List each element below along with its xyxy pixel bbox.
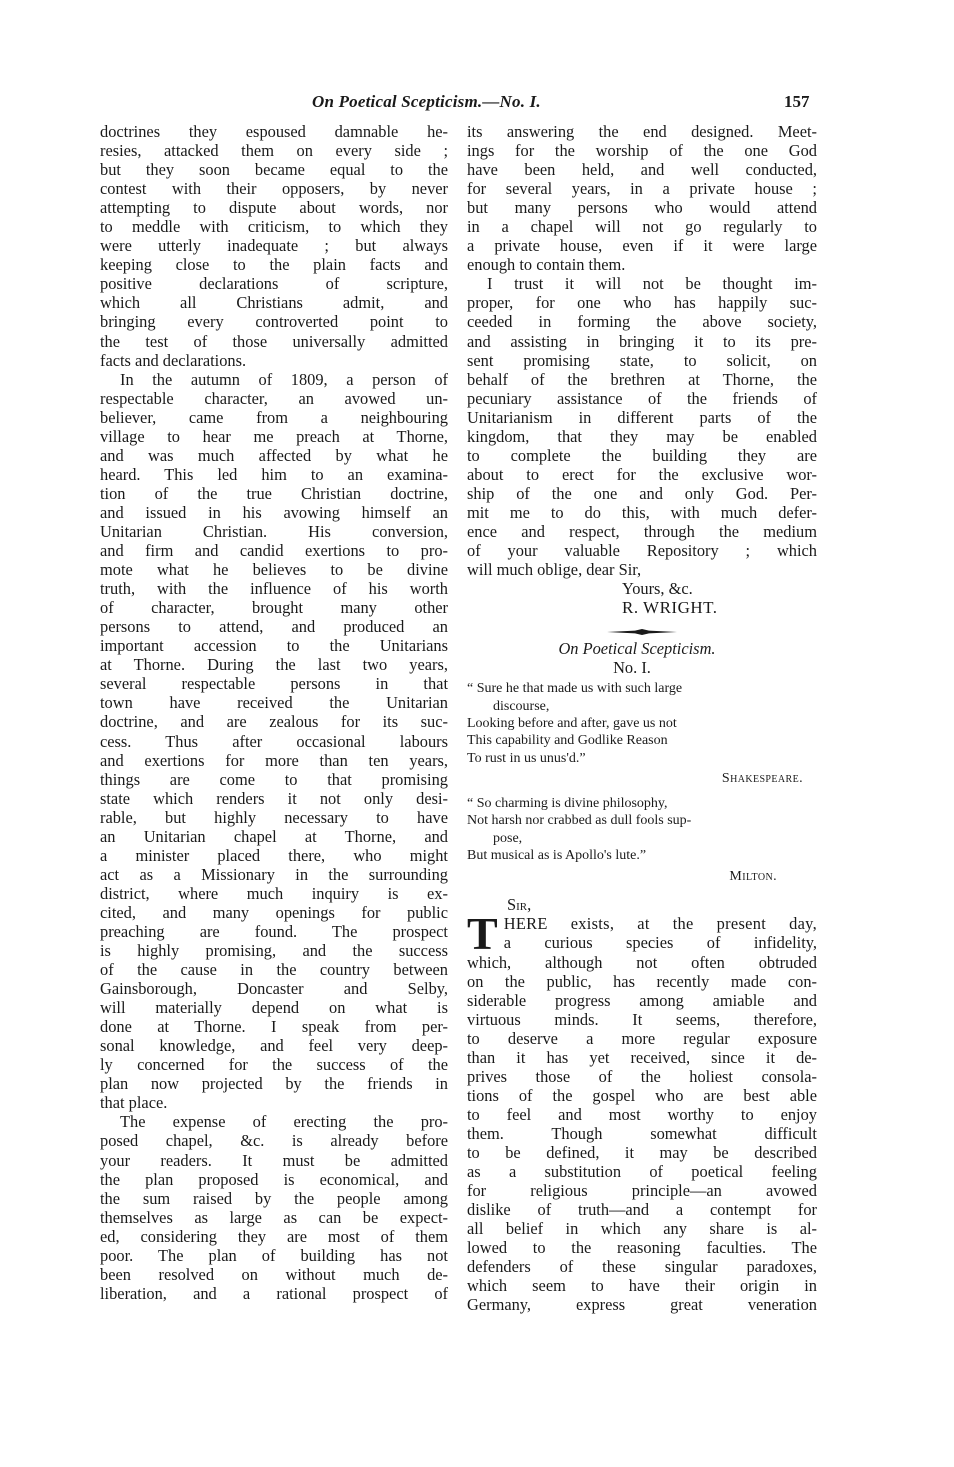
text-line: and assisting in bringing it to its pre-	[467, 331, 817, 351]
epigraph-line: To rust in us unus'd.”	[467, 750, 586, 766]
text-line: I trust it will not be thought im-	[487, 274, 817, 294]
text-line: to meddle with criticism, to which they	[100, 217, 448, 237]
text-line: ship of the one and only God. Per-	[467, 483, 817, 503]
text-line: rable, but highly necessary to have	[100, 807, 448, 827]
text-line: defenders of these singular paradoxes,	[467, 1257, 817, 1277]
text-line: the test of those universally admitted	[100, 331, 448, 351]
text-line: which seem to have their origin in	[467, 1276, 817, 1296]
epigraph-attribution-milton: Milton.	[729, 868, 777, 884]
text-line: ed, considering they are most of them	[100, 1226, 448, 1246]
text-line: Gainsborough, Doncaster and Selby,	[100, 979, 448, 999]
text-line: of the cause in the country between	[100, 960, 448, 980]
text-line: tion of the true Christian doctrine,	[100, 483, 448, 503]
text-line: contest with their opposers, by never	[100, 179, 448, 199]
text-line: dislike of truth—and a contempt for	[467, 1200, 817, 1220]
text-line: your readers. It must be admitted	[100, 1150, 448, 1170]
epigraph-milton	[467, 795, 817, 865]
text-line: liberation, and a rational prospect of	[100, 1283, 448, 1303]
text-line: done at Thorne. I speak from per-	[100, 1017, 448, 1037]
text-line: important accession to the Unitarians	[100, 636, 448, 656]
text-line: heard. This led him to an examina-	[100, 464, 448, 484]
text-line: preaching are found. The prospect	[100, 921, 448, 941]
text-line: a private house, even if it were large	[467, 236, 817, 256]
text-line: prives those of the holiest consola-	[467, 1066, 817, 1086]
epigraph-line: Looking before and after, gave us not	[467, 715, 677, 731]
text-line: bringing every controverted point to	[100, 312, 448, 332]
text-line: to complete the building they are	[467, 445, 817, 465]
page-number: 157	[784, 92, 810, 111]
text-line: that place.	[100, 1093, 168, 1113]
text-line: a minister placed there, who might	[100, 845, 448, 865]
text-line: Unitarianism in different parts of the	[467, 407, 817, 427]
text-line: behalf of the brethren at Thorne, the	[467, 369, 817, 389]
text-line: as a substitution of poetical feeling	[467, 1162, 817, 1182]
text-line: but many persons who would attend	[467, 198, 817, 218]
text-line: all belief in which any share is al-	[467, 1219, 817, 1239]
text-line: plan now projected by the friends in	[100, 1074, 448, 1094]
text-line: at Thorne. During the last two years,	[100, 655, 448, 675]
text-line: state which renders it not only desi-	[100, 788, 448, 808]
text-line: doctrines they espoused damnable he-	[100, 122, 448, 141]
text-line: ceeded in forming the above society,	[467, 312, 817, 332]
text-line: poor. The plan of building has not	[100, 1245, 448, 1265]
letter-closing: Yours, &c.	[622, 579, 693, 599]
text-line: its answering the end designed. Meet-	[467, 122, 817, 141]
text-line: posed chapel, &c. is already before	[100, 1131, 448, 1151]
text-line: village to hear me preach at Thorne,	[100, 426, 448, 446]
text-line: the plan proposed is economical, and	[100, 1169, 448, 1189]
text-line: resies, attacked them on every side ;	[100, 141, 448, 161]
text-line: mote what he believes to be divine	[100, 560, 448, 580]
text-line: than it has yet received, since it de-	[467, 1047, 817, 1067]
epigraph-line: Not harsh nor crabbed as dull fools sup-	[467, 813, 692, 829]
text-line: facts and declarations.	[100, 350, 247, 370]
text-line: things are come to that promising	[100, 769, 448, 789]
text-line: sonal knowledge, and feel very deep-	[100, 1036, 448, 1056]
text-line: Unitarian Christian. His conversion,	[100, 521, 448, 541]
text-line: pecuniary assistance of the friends of	[467, 388, 817, 408]
text-line: ence and respect, through the medium	[467, 521, 817, 541]
text-line: in a chapel will not go regularly to	[467, 217, 817, 237]
text-line: keeping close to the plain facts and	[100, 255, 448, 275]
text-line: act as a Missionary in the surrounding	[100, 864, 448, 884]
text-line: of character, brought many other	[100, 598, 448, 618]
letter-signature: R. WRIGHT.	[622, 598, 718, 618]
epigraph-line: But musical as is Apollo's lute.”	[467, 848, 647, 864]
text-line: for religious principle—an avowed	[467, 1181, 817, 1201]
text-line: sent promising state, to solicit, on	[467, 350, 817, 370]
text-line: several respectable persons in that	[100, 674, 448, 694]
text-line: on the public, has recently made con-	[467, 971, 817, 991]
article-body	[467, 907, 817, 1315]
text-line: which, although not often obtruded	[467, 952, 817, 972]
article-title: On Poetical Scepticism.	[558, 639, 716, 659]
text-line: a curious species of infidelity,	[503, 932, 817, 952]
text-line: respectable character, an avowed un-	[100, 388, 448, 408]
epigraph-line: discourse,	[493, 698, 550, 714]
text-line: Germany, express great veneration	[467, 1295, 817, 1315]
text-line: lowed to the reasoning faculties. The	[467, 1238, 817, 1258]
text-line: and issued in his avowing himself an	[100, 502, 448, 522]
text-line: been resolved on without much de-	[100, 1264, 448, 1284]
text-line: the sum raised by the people among	[100, 1188, 448, 1208]
text-line: virtuous minds. It seems, therefore,	[467, 1009, 817, 1029]
text-line: to feel and most worthy to enjoy	[467, 1105, 817, 1125]
epigraph-line: “ Sure he that made us with such large	[467, 681, 683, 697]
running-title: On Poetical Scepticism.—No. I.	[312, 92, 541, 111]
epigraph-shakespeare	[467, 680, 817, 767]
text-line: siderable progress among amiable and	[467, 990, 817, 1010]
epigraph-line: This capability and Godlike Reason	[467, 733, 668, 749]
text-line: enough to contain them.	[467, 255, 626, 275]
text-line: The expense of erecting the pro-	[120, 1112, 448, 1132]
text-line: truth, with the influence of his worth	[100, 579, 448, 599]
text-line: proper, for one who has happily suc-	[467, 293, 817, 313]
drop-cap: T	[467, 907, 498, 959]
text-line: them. Though somewhat difficult	[467, 1124, 817, 1144]
epigraph-line: “ So charming is divine philosophy,	[467, 796, 668, 812]
text-line: for several years, in a private house ;	[467, 179, 817, 199]
text-line: positive declarations of scripture,	[100, 274, 448, 294]
text-line: attempting to dispute about words, nor	[100, 198, 448, 218]
text-line: In the autumn of 1809, a person of	[120, 369, 448, 389]
text-line: cess. Thus after occasional labours	[100, 731, 448, 751]
text-line: an Unitarian chapel at Thorne, and	[100, 826, 448, 846]
text-line: HERE exists, at the present day,	[503, 913, 817, 933]
text-line: but they soon became equal to the	[100, 160, 448, 180]
epigraph-line: pose,	[493, 830, 523, 846]
letter-text	[467, 122, 817, 579]
text-line: of your valuable Repository ; which	[467, 541, 817, 561]
text-line: ings for the worship of the one God	[467, 141, 817, 161]
text-line: kingdom, that they may be enabled	[467, 426, 817, 446]
text-line: about to erect for the exclusive wor-	[467, 464, 817, 484]
epigraph-attribution-shakespeare: Shakespeare.	[721, 771, 803, 787]
salutation: Sir,	[507, 894, 532, 914]
text-line: which all Christians admit, and	[100, 293, 448, 313]
left-column	[100, 122, 448, 1303]
text-line: tions of the gospel who are best able	[467, 1085, 817, 1105]
text-line: to be defined, it may be described	[467, 1143, 817, 1163]
text-line: will materially depend on what is	[100, 998, 448, 1018]
text-line: mit me to do this, with much defer-	[467, 502, 817, 522]
article-number: No. I.	[613, 658, 651, 678]
text-line: themselves as large as can be expect-	[100, 1207, 448, 1227]
right-column	[467, 122, 817, 1315]
text-line: have been held, and well conducted,	[467, 160, 817, 180]
text-line: were utterly inadequate ; but always	[100, 236, 448, 256]
text-line: and exertions for more than ten years,	[100, 750, 448, 770]
text-line: believer, came from a neighbouring	[100, 407, 448, 427]
text-line: and was much affected by what he	[100, 445, 448, 465]
text-line: doctrine, and are zealous for its suc-	[100, 712, 448, 732]
text-line: district, where much inquiry is ex-	[100, 883, 448, 903]
text-line: ly concerned for the success of the	[100, 1055, 448, 1075]
section-divider-ornament	[607, 629, 677, 635]
text-line: will much oblige, dear Sir,	[467, 560, 642, 580]
text-line: is highly promising, and the success	[100, 941, 448, 961]
text-line: town have received the Unitarian	[100, 693, 448, 713]
text-line: to deserve a more regular exposure	[467, 1028, 817, 1048]
text-line: persons to attend, and produced an	[100, 617, 448, 637]
text-line: and firm and candid exertions to pro-	[100, 541, 448, 561]
text-line: cited, and many openings for public	[100, 902, 448, 922]
